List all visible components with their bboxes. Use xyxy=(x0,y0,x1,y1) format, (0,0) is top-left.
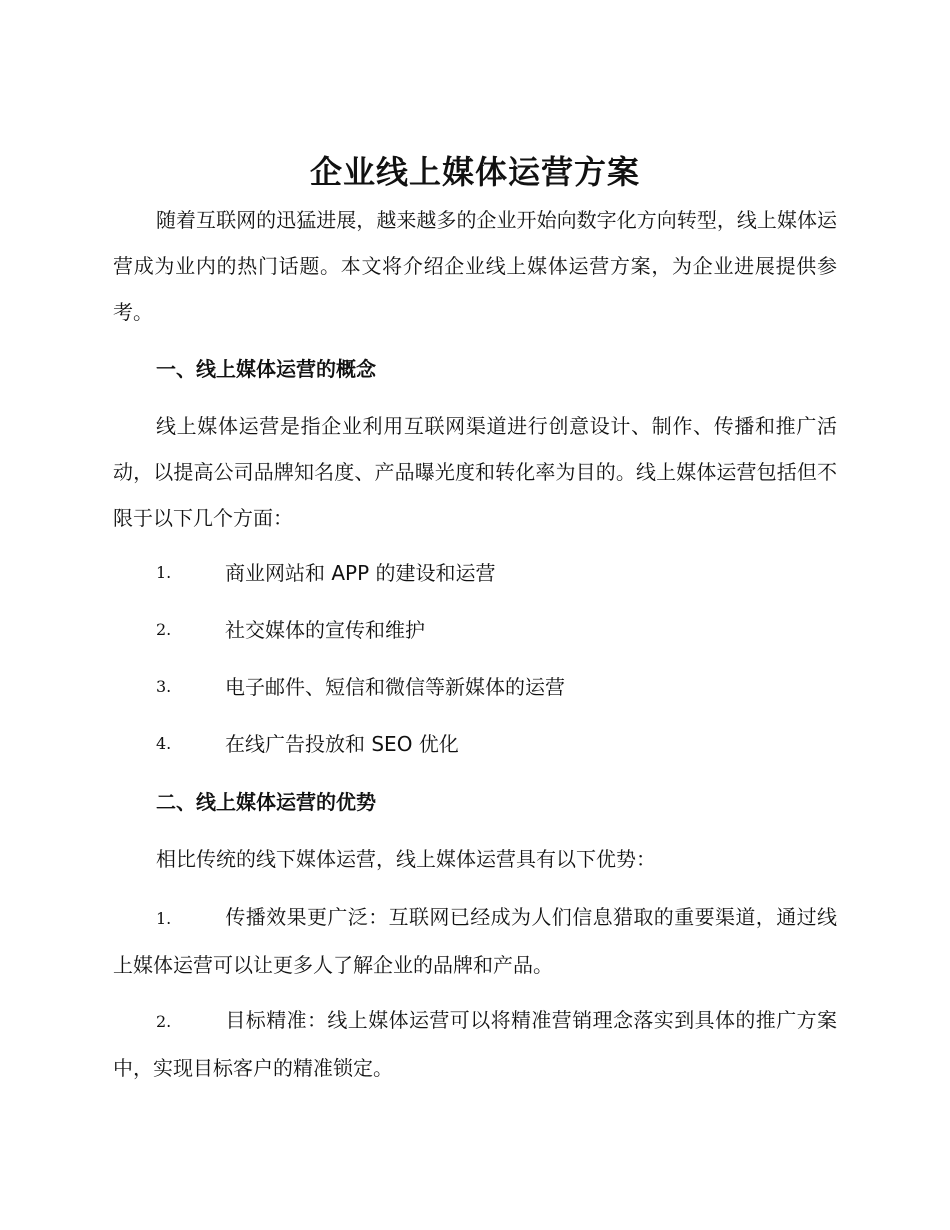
list-text: 社交媒体的宣传和维护 xyxy=(225,618,425,642)
list-text: 商业网站和 APP 的建设和运营 xyxy=(225,561,496,585)
list-number: 2. xyxy=(156,1012,172,1031)
section-1-heading: 一、线上媒体运营的概念 xyxy=(156,357,376,381)
list-text: 传播效果更广泛：互联网已经成为人们信息猎取的重要渠道，通过线上媒体运营可以让更多人了解企业的品牌和产品。 xyxy=(113,905,837,977)
list-number: 1. xyxy=(156,563,172,582)
section-2-body: 相比传统的线下媒体运营，线上媒体运营具有以下优势： xyxy=(156,847,656,871)
section-1-body: 线上媒体运营是指企业利用互联网渠道进行创意设计、制作、传播和推广活动，以提高公司品牌知名度、产品曝光度和转化率为目的。线上媒体运营包括但不限于以下几个方面： xyxy=(113,414,837,530)
intro-paragraph: 随着互联网的迅猛进展，越来越多的企业开始向数字化方向转型，线上媒体运营成为业内的热门话题。本文将介绍企业线上媒体运营方案，为企业进展提供参考。 xyxy=(113,208,837,324)
list-text: 电子邮件、短信和微信等新媒体的运营 xyxy=(225,675,565,699)
document-title: 企业线上媒体运营方案 xyxy=(309,153,640,191)
list-text: 在线广告投放和 SEO 优化 xyxy=(225,732,459,756)
list-number: 1. xyxy=(156,909,172,928)
list-item xyxy=(113,894,837,988)
list-number: 4. xyxy=(156,734,172,753)
list-number: 2. xyxy=(156,620,172,639)
list-text: 目标精准：线上媒体运营可以将精准营销理念落实到具体的推广方案中，实现目标客户的精准锁定。 xyxy=(113,1008,837,1080)
list-number: 3. xyxy=(156,677,172,696)
section-2-heading: 二、线上媒体运营的优势 xyxy=(156,790,376,814)
list-item xyxy=(113,997,837,1091)
